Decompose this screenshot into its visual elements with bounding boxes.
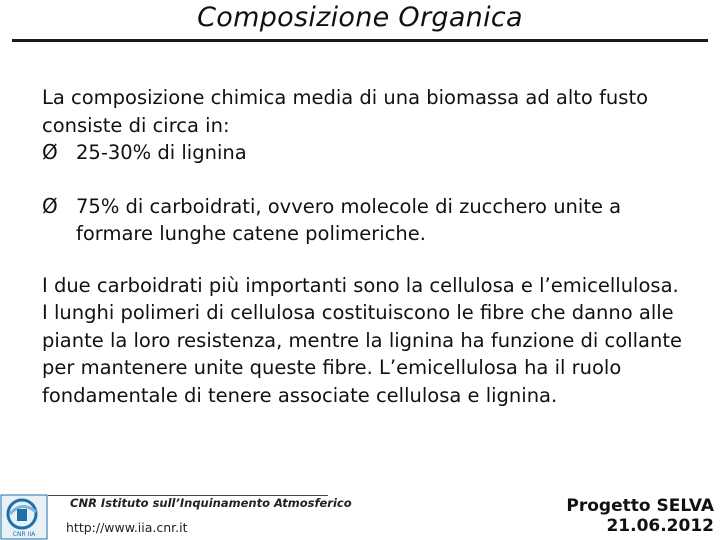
- cnr-iia-logo: [0, 494, 48, 540]
- paragraph-polymers: I lunghi polimeri di cellulosa costituiscono le fibre che danno alle piante la loro resistenza, mentre la lignina ha funzione di collante per mantenere unite queste fibre. L’emicellulosa ha il ruolo fondamentale di tenere associate cellulosa e lignina.: [42, 301, 682, 407]
- paragraph-carbohydrates: I due carboidrati più importanti sono la cellulosa e l’emicellulosa.: [42, 273, 679, 297]
- bullet-text: 25-30% di lignina: [76, 141, 247, 164]
- slide-body: [42, 84, 682, 409]
- bullet-text: 75% di carboidrati, ovvero molecole di zucchero unite a formare lunghe catene polimeriche.: [76, 194, 622, 245]
- arrow-bullet-icon: Ø: [42, 140, 58, 164]
- arrow-bullet-icon: Ø: [42, 193, 58, 218]
- slide-title: Composizione Organica: [197, 2, 523, 33]
- footer-url-link[interactable]: http://www.iia.cnr.it: [66, 520, 188, 535]
- footer-project: [566, 496, 714, 536]
- project-name: Progetto SELVA: [566, 496, 714, 516]
- project-date: 21.06.2012: [606, 516, 714, 536]
- svg-text:CNR IIA: CNR IIA: [12, 531, 36, 538]
- title-divider: [12, 39, 708, 42]
- bullet-item-carbohydrates: [42, 193, 682, 248]
- footer-organization: CNR Istituto sull’Inquinamento Atmosferico: [70, 496, 352, 510]
- bullet-item-lignin: [42, 139, 682, 167]
- intro-text: La composizione chimica media di una biomassa ad alto fusto consiste di circa in:: [42, 86, 649, 137]
